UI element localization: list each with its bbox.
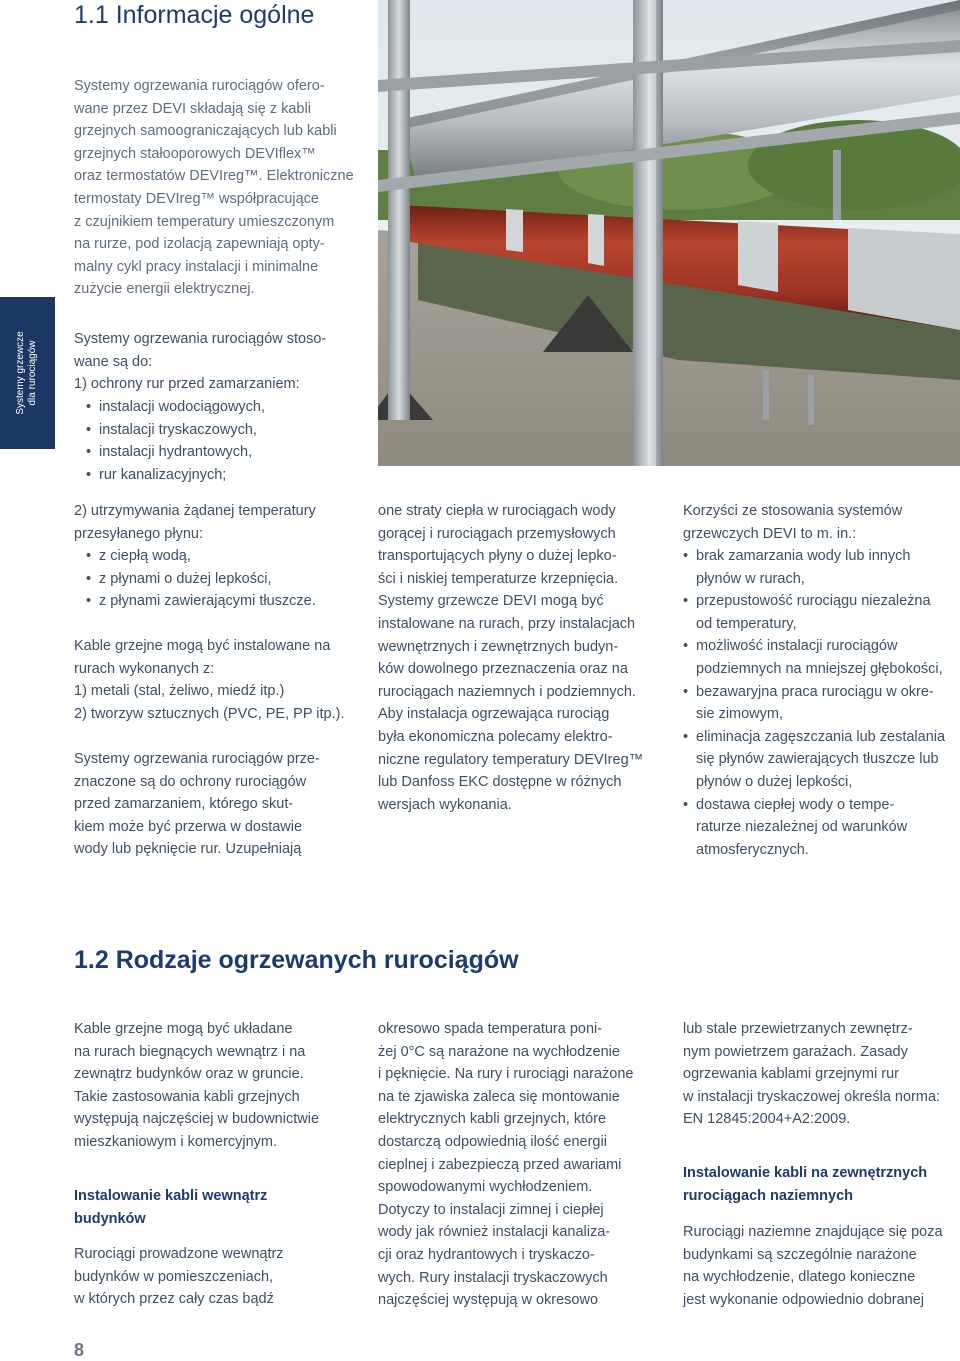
benefits-intro: Korzyści ze stosowania systemów grzewczych DEVI to m. in.: xyxy=(683,503,903,542)
list-item: • brak zamarzania wody lub innych płynów w rurach, xyxy=(683,545,958,590)
list-item: • z ciepłą wodą, xyxy=(74,545,374,568)
uses-list-protection xyxy=(74,396,374,486)
pipe-materials-paragraph: Kable grzejne mogą być instalowane na rurach wykonanych z: 1) metali (stal, żeliwo, miedź itp.) 2) tworzyw sztucznych (PVC, PE, PP itp.). xyxy=(74,638,345,722)
temperature-maintenance-list xyxy=(74,545,374,613)
intro-paragraph: Systemy ogrzewania rurociągów ofero- wane przez DEVI składają się z kabli grzejnych samoograniczających lub kabli grzejnych stałooporowych DEVIflex™ oraz termostatów DEVIreg™. Elektroniczne termostaty DEVIreg™ współpracujące z czujnikiem temperatury umieszczonym na rurze, pod izolacją zapewniają opty- malny cykl pracy instalacji i minimalne zużycie energii elektrycznej. xyxy=(74,78,354,298)
indoor-installation-paragraph: Rurociągi prowadzone wewnątrz budynków w pomieszczeniach, w których przez cały czas bądź xyxy=(74,1246,284,1308)
list-item: • dostawa ciepłej wody o tempe- raturze niezależnej od warunków atmosferycznych. xyxy=(683,794,958,862)
uses-intro: Systemy ogrzewania rurociągów stoso- wane są do: 1) ochrony rur przed zamarzaniem: xyxy=(74,331,327,393)
list-item: • z płynami o dużej lepkości, xyxy=(74,568,374,591)
list-item: • instalacji wodociągowych, xyxy=(74,396,374,419)
freezing-risk-paragraph: okresowo spada temperatura poni- żej 0°C są narażone na wychłodzenie i pęknięcie. Na rury i rurociągi narażone na te zjawiska zaleca się montowanie elektrycznych kabli grzejnych, które dostarczą odpowiednią ilość energii cieplnej i zabezpieczą przed awariami spowodowanymi wychłodzeniem. Dotyczy to instalacji zimnej i ciepłej wody jak również instalacji kanaliza- cji oraz hydrantowych i tryskaczo- wych. Rury instalacji tryskaczowych najczęściej występują w okresowo xyxy=(378,1021,634,1309)
section-heading-informacje: 1.1 Informacje ogólne xyxy=(74,1,315,29)
list-item: • możliwość instalacji rurociągów podziemnych na mniejszej głębokości, xyxy=(683,635,958,680)
list-item: • z płynami zawierającymi tłuszcze. xyxy=(74,590,374,613)
outdoor-installation-subheading: Instalowanie kabli na zewnętrznych rurociągach naziemnych xyxy=(683,1165,928,1204)
purpose-paragraph: Systemy ogrzewania rurociągów prze- znaczone są do ochrony rurociągów przed zamarzaniem, którego skut- kiem może być przerwa w dostawie wody lub pęknięcie rur. Uzupełniają xyxy=(74,751,320,858)
outdoor-installation-paragraph: Rurociągi naziemne znajdujące się poza budynkami są szczególnie narażone na wychłodzenie, dlatego konieczne jest wykonanie odpowiednio dobranej xyxy=(683,1224,943,1308)
indoor-installation-subheading: Instalowanie kabli wewnątrz budynków xyxy=(74,1188,268,1227)
list-item: • instalacji tryskaczowych, xyxy=(74,419,374,442)
list-item: • eliminacja zagęszczania lub zestalania się płynów zawierających tłuszcze lub płynów o dużej lepkości, xyxy=(683,726,958,794)
pipeline-photo xyxy=(378,0,960,466)
sprinkler-standard-paragraph: lub stale przewietrzanych zewnętrz- nym powietrzem garażach. Zasady ogrzewania kablami grzejnymi rur w instalacji tryskaczowej określa norma: EN 12845:2004+A2:2009. xyxy=(683,1021,941,1128)
side-tab xyxy=(0,297,55,449)
list-item: • bezawaryjna praca rurociągu w okre- sie zimowym, xyxy=(683,681,958,726)
list-item: • rur kanalizacyjnych; xyxy=(74,464,374,487)
temperature-maintenance-text: 2) utrzymywania żądanej temperatury przesyłanego płynu: xyxy=(74,503,316,542)
side-tab-label xyxy=(15,331,39,414)
side-tab-line1: Systemy grzewcze xyxy=(15,331,26,415)
list-item: • przepustowość rurociągu niezależna od temperatury, xyxy=(683,590,958,635)
list-item: • instalacji hydrantowych, xyxy=(74,441,374,464)
benefits-list xyxy=(683,545,958,861)
heating-systems-paragraph: one straty ciepła w rurociągach wody gorącej i rurociągach przemysłowych transportujących płyny o dużej lepko- ści i niskiej temperaturze krzepnięcia. Systemy grzewcze DEVI mogą być instalowane na rurach, przy instalacjach wewnętrznych i zewnętrznych budyn- ków dowolnego przeznaczenia oraz na rurociągach naziemnych i podziemnych. Aby instalacja ogrzewająca rurociąg była ekonomiczna polecamy elektro- niczne regulatory temperatury DEVIreg™ lub Danfoss EKC dostępne w różnych wersjach wykonania. xyxy=(378,503,644,813)
side-tab-line2: dla rurociągów xyxy=(27,340,38,406)
cable-placement-paragraph: Kable grzejne mogą być układane na rurach biegnących wewnątrz i na zewnątrz budynków oraz w gruncie. Takie zastosowania kabli grzejnych występują najczęściej w budownictwie mieszkaniowym i komercyjnym. xyxy=(74,1021,320,1150)
section-heading-rodzaje: 1.2 Rodzaje ogrzewanych rurociągów xyxy=(74,946,519,974)
page-number: 8 xyxy=(74,1340,85,1360)
